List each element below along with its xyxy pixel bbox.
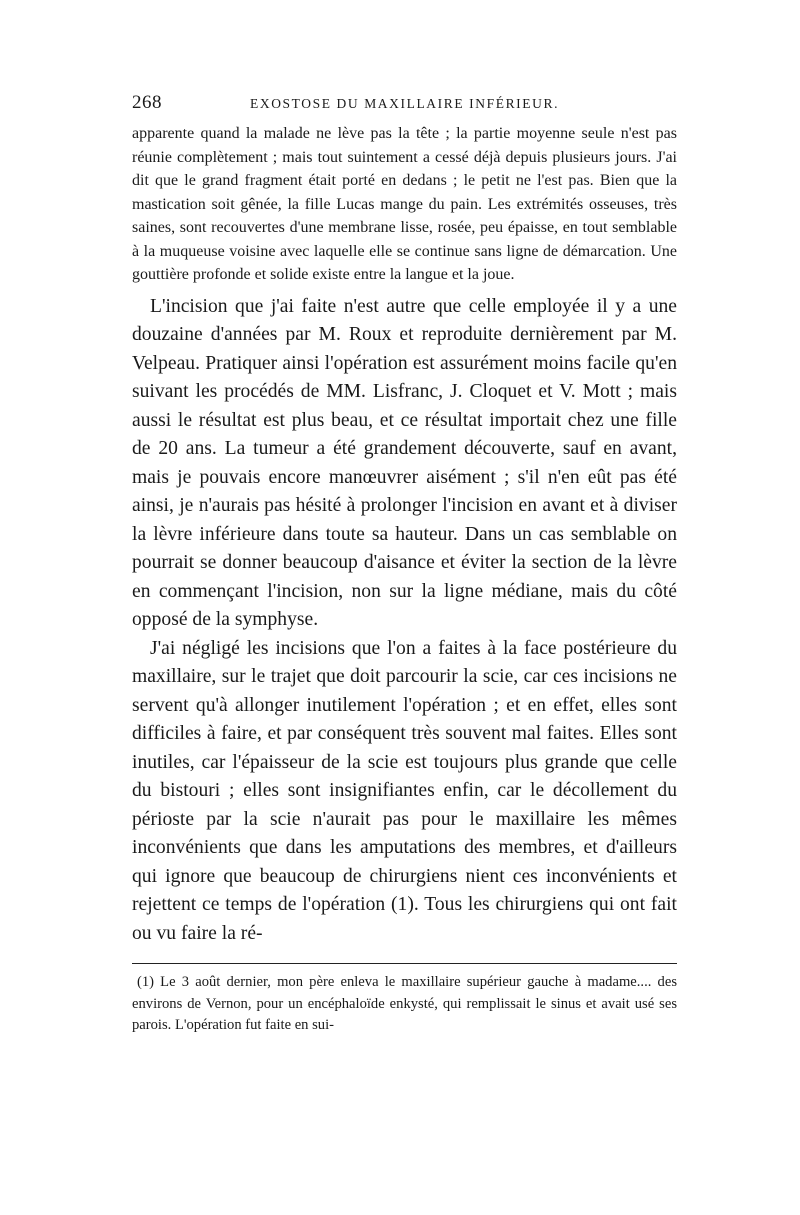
paragraph-neglected-incisions: J'ai négligé les incisions que l'on a faites à la face postérieure du maxillaire, sur le trajet que doit parcourir la scie, car ces incisions ne servent qu'à allonger inutilement l'opération ; et en effet, elles sont difficiles à faire, et par conséquent très souvent mal faites. Elles sont inutiles, car l'épaisseur de la scie est toujours plus grande que celle du bistouri ; elles sont insignifiantes enfin, car le décollement du périoste par la scie n'aurait pas pour le maxillaire les mêmes inconvénients que dans les amputations des membres, et d'ailleurs qui ignore que beaucoup de chirurgiens nient ces inconvénients et rejettent ce temps de l'opération (1). Tous les chirurgiens qui ont fait ou vu faire la ré- (132, 637, 677, 944)
body-text (132, 293, 677, 949)
footnote-text: (1) Le 3 août dernier, mon père enleva le maxillaire supérieur gauche à madame.... des environs de Vernon, pour un encéphaloïde enkysté, qui remplissait le sinus et avait usé ses parois. L'opération fut faite en sui- (132, 974, 677, 1033)
continued-paragraph (132, 122, 677, 287)
book-page (132, 92, 677, 1037)
footnote (132, 972, 677, 1037)
small-paragraph: apparente quand la malade ne lève pas la tête ; la partie moyenne seule n'est pas réunie complètement ; mais tout suintement a cessé déjà depuis plusieurs jours. J'ai dit que le grand fragment était porté en dedans ; le petit ne l'est pas. Bien que la mastication soit gênée, la fille Lucas mange du pain. Les extrémités osseuses, très saines, sont recouvertes d'une membrane lisse, rosée, peu épaisse, en tout semblable à la muqueuse voisine avec laquelle elle se continue sans ligne de démarcation. Une gouttière profonde et solide existe entre la langue et la joue. (132, 125, 677, 283)
running-title: EXOSTOSE DU MAXILLAIRE INFÉRIEUR. (250, 96, 560, 111)
page-header (132, 92, 677, 122)
page-number: 268 (132, 92, 162, 113)
paragraph-incision: L'incision que j'ai faite n'est autre que celle employée il y a une douzaine d'années par M. Roux et reproduite dernièrement par M. Velpeau. Pratiquer ainsi l'opération est assurément moins facile qu'en suivant les procédés de MM. Lisfranc, J. Cloquet et V. Mott ; mais aussi le résultat est plus beau, et ce résultat importait chez une fille de 20 ans. La tumeur a été grandement découverte, sauf en avant, mais je pouvais encore manœuvrer aisément ; s'il n'en eût pas été ainsi, je n'aurais pas hésité à prolonger l'incision en avant et à diviser la lèvre inférieure dans toute sa hauteur. Dans un cas semblable on pourrait se donner beaucoup d'aisance et éviter la section de la lèvre en commençant l'incision, non sur la ligne médiane, mais du côté opposé de la symphyse. (132, 295, 677, 630)
footnote-divider (132, 963, 677, 964)
